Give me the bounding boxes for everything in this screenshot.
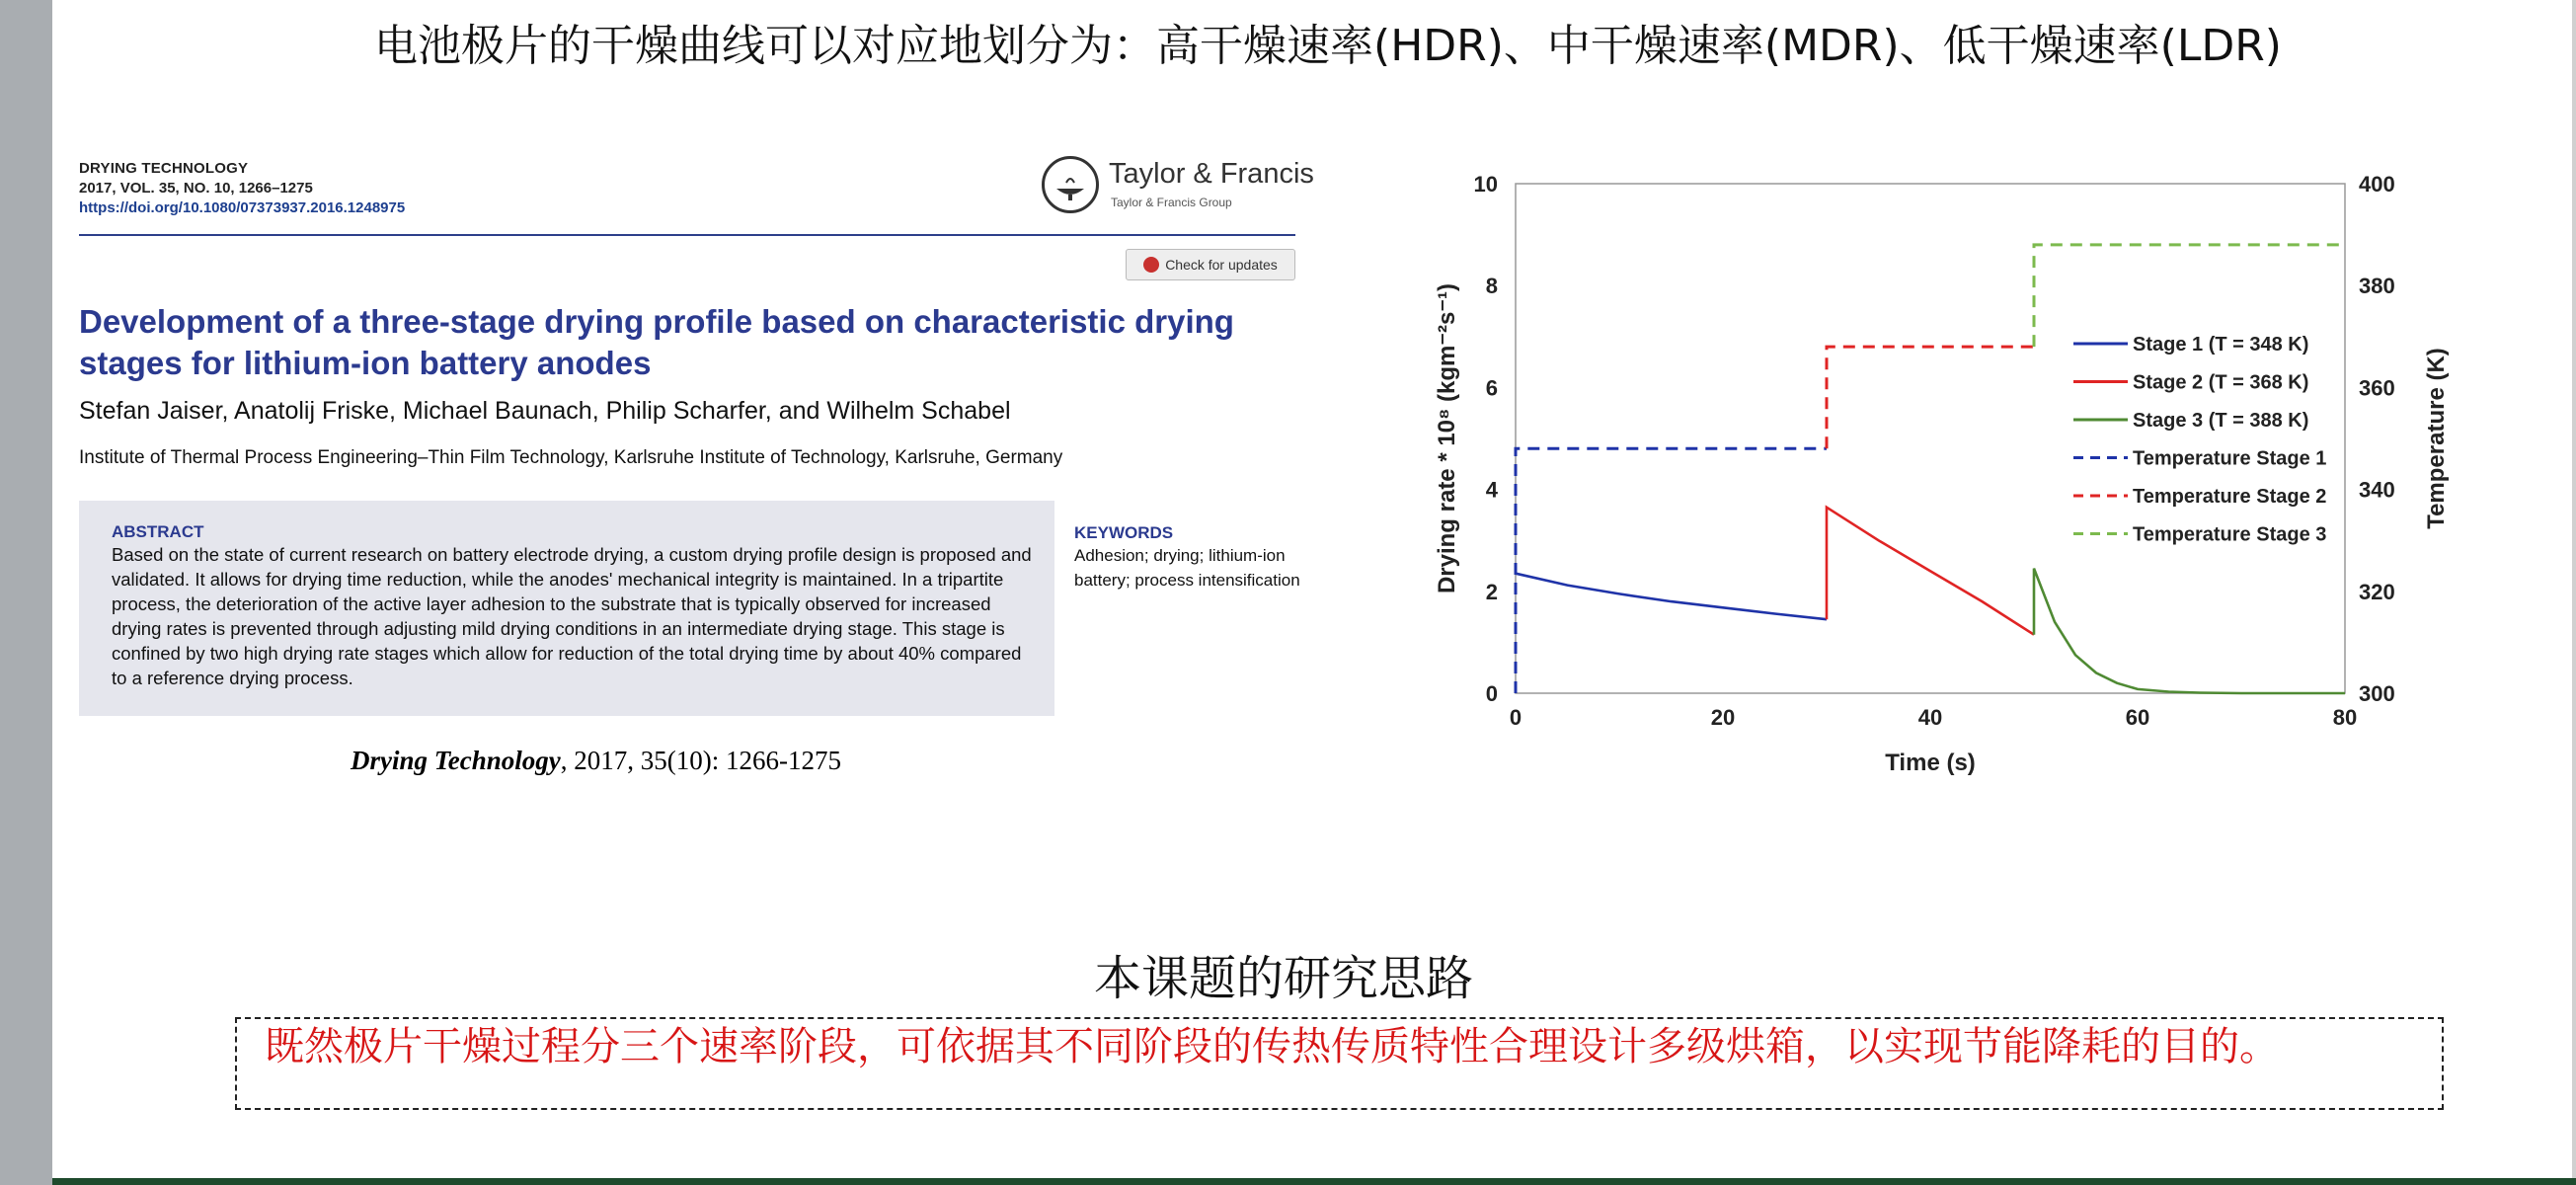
y2-tick-label: 380 xyxy=(2359,274,2395,299)
left-sidebar-bar xyxy=(0,0,52,1185)
legend-label-5: Temperature Stage 2 xyxy=(2133,486,2327,508)
y2-axis-label: Temperature (K) xyxy=(2423,348,2450,529)
journal-name: DRYING TECHNOLOGY xyxy=(79,160,249,177)
publisher-lamp-icon xyxy=(1042,156,1099,213)
doi-link[interactable]: https://doi.org/10.1080/07373937.2016.1248975 xyxy=(79,199,406,216)
plot-frame xyxy=(1516,184,2345,693)
x-tick-label: 0 xyxy=(1509,705,1522,730)
series-line-2 xyxy=(1827,508,2034,635)
citation-journal: Drying Technology xyxy=(351,746,561,775)
keywords-heading: KEYWORDS xyxy=(1074,523,1174,542)
series-line-1 xyxy=(1516,574,1827,620)
check-updates-icon xyxy=(1143,257,1159,273)
paper-authors: Stefan Jaiser, Anatolij Friske, Michael Baunach, Philip Scharfer, and Wilhelm Schabel xyxy=(79,397,1011,425)
check-updates-label: Check for updates xyxy=(1165,257,1278,273)
y-tick-label: 2 xyxy=(1485,579,1498,604)
keywords-text: Adhesion; drying; lithium-ion battery; process intensification xyxy=(1074,546,1300,590)
y2-tick-label: 320 xyxy=(2359,579,2395,604)
legend-label-2: Stage 2 (T = 368 K) xyxy=(2133,371,2309,394)
series-line-4 xyxy=(1516,448,1827,693)
conclusion-text: 既然极片干燥过程分三个速率阶段，可依据其不同阶段的传热传质特性合理设计多级烘箱，以实现节能降耗的目的。 xyxy=(265,1024,2279,1069)
paper-title: Development of a three-stage drying profile based on characteristic drying stages for lithium-ion battery anodes xyxy=(79,303,1234,381)
y2-tick-label: 400 xyxy=(2359,172,2395,197)
check-updates-button[interactable] xyxy=(1126,249,1295,280)
citation xyxy=(351,746,943,776)
abstract-text: Based on the state of current research on battery electrode drying, a custom drying profile design is proposed and validated. It allows for drying time reduction, while the anodes' mechanical integrity is maintained. In a tripartite process, the deterioration of the active layer adhesion to the substrate that is typically observed for increased drying rates is prevented through adjusting mild drying conditions in an intermediate drying stage. This stage is confined by two high drying rate stages which allow for reduction of the total drying time by about 40% compared to a reference drying process. xyxy=(112,544,1032,688)
publisher-name: Taylor & Francis xyxy=(1109,158,1314,190)
chart-svg xyxy=(1412,158,2478,790)
y-tick-label: 4 xyxy=(1485,477,1498,503)
x-tick-label: 40 xyxy=(1917,705,1943,730)
series-line-3 xyxy=(2034,569,2345,693)
abstract-box xyxy=(79,501,1054,716)
publisher-logo xyxy=(1042,156,1377,220)
y-axis-label: Drying rate * 10⁸ (kgm⁻²s⁻¹) xyxy=(1434,282,1460,594)
x-tick-label: 80 xyxy=(2332,705,2358,730)
publisher-group: Taylor & Francis Group xyxy=(1111,196,1232,209)
x-tick-label: 60 xyxy=(2125,705,2150,730)
journal-volume: 2017, VOL. 35, NO. 10, 1266–1275 xyxy=(79,180,313,197)
slide-title: 电池极片的干燥曲线可以对应地划分为：高干燥速率(HDR)、中干燥速率(MDR)、低干燥速率(LDR) xyxy=(374,21,2282,71)
x-axis-label: Time (s) xyxy=(1885,750,1976,776)
y-tick-label: 10 xyxy=(1473,172,1498,197)
legend-label-3: Stage 3 (T = 388 K) xyxy=(2133,410,2309,432)
legend-label-1: Stage 1 (T = 348 K) xyxy=(2133,334,2309,356)
abstract-heading: ABSTRACT xyxy=(112,522,204,541)
series-line-5 xyxy=(1827,347,2034,448)
y-tick-label: 8 xyxy=(1485,274,1498,299)
y-tick-label: 0 xyxy=(1485,681,1498,706)
drying-rate-chart xyxy=(1412,158,2478,790)
y2-tick-label: 340 xyxy=(2359,477,2395,503)
legend-label-6: Temperature Stage 3 xyxy=(2133,523,2327,546)
legend-label-4: Temperature Stage 1 xyxy=(2133,447,2327,470)
bottom-accent-bar xyxy=(52,1178,2576,1185)
header-divider xyxy=(79,234,1295,236)
right-edge xyxy=(2572,0,2576,1178)
series-line-6 xyxy=(2034,245,2345,347)
y2-tick-label: 300 xyxy=(2359,681,2395,706)
paper-excerpt xyxy=(79,148,1314,741)
x-tick-label: 20 xyxy=(1710,705,1736,730)
paper-affiliation: Institute of Thermal Process Engineering–Thin Film Technology, Karlsruhe Institute of Technology, Karlsruhe, Germany xyxy=(79,447,1063,468)
citation-details: , 2017, 35(10): 1266-1275 xyxy=(560,746,841,775)
section-title: 本课题的研究思路 xyxy=(1093,951,1473,1006)
y2-tick-label: 360 xyxy=(2359,375,2395,401)
y-tick-label: 6 xyxy=(1485,375,1498,401)
